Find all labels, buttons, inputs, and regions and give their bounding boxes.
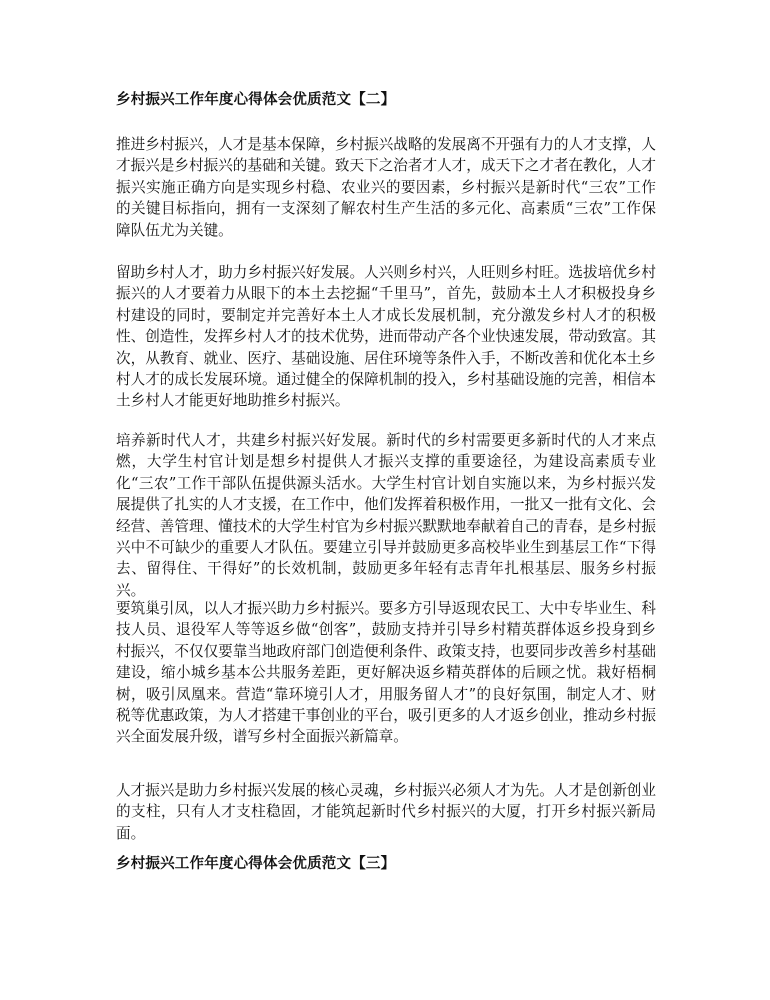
- paragraph-conclusion: 人才振兴是助力乡村振兴发展的核心灵魂，乡村振兴必须人才为先。人才是创新创业的支柱，只有人才支柱稳固，才能筑起新时代乡村振兴的大厦，打开乡村振兴新局面。: [116, 782, 656, 842]
- paragraph-retain-local-talent: 留助乡村人才，助力乡村振兴好发展。人兴则乡村兴，人旺则乡村旺。选拔培优乡村振兴的人才要着力从眼下的本土去挖掘“千里马”，首先，鼓励本土人才积极投身乡村建设的同时，要制定并完善好本土人才成长发展机制，充分激发乡村人才的积极性、创造性，发挥乡村人才的技术优势，进而带动产各个业快速发展，带动致富。其次，从教育、就业、医疗、基础设施、居住环境等条件入手，不断改善和优化本土乡村人才的成长发展环境。通过健全的保障机制的投入，乡村基础设施的完善，相信本土乡村人才能更好地助推乡村振兴。: [116, 264, 656, 410]
- paragraph-attract-talent: 要筑巢引凤，以人才振兴助力乡村振兴。要多方引导返现农民工、大中专毕业生、科技人员、退役军人等等返乡做“创客”，鼓励支持并引导乡村精英群体返乡投身到乡村振兴，不仅仅要靠当地政府部门创造便利条件、政策支持，也要同步改善乡村基础建设，缩小城乡基本公共服务差距，更好解决返乡精英群体的后顾之忧。栽好梧桐树，吸引凤凰来。营造“靠环境引人才，用服务留人才”的良好氛围，制定人才、财税等优惠政策，为人才搭建干事创业的平台，吸引更多的人才返乡创业，推动乡村振兴全面发展升级，谱写乡村全面振兴新篇章。: [116, 600, 656, 746]
- section-heading-three: 乡村振兴工作年度心得体会优质范文【三】: [116, 855, 396, 872]
- paragraph-talent-guarantee: 推进乡村振兴，人才是基本保障，乡村振兴战略的发展离不开强有力的人才支撑，人才振兴是乡村振兴的基础和关键。致天下之治者才人才，成天下之才者在教化，人才振兴实施正确方向是实现乡村稳、农业兴的要因素，乡村振兴是新时代“三农”工作的关键目标指向，拥有一支深刻了解农村生产生活的多元化、高素质“三农”工作保障队伍尤为关键。: [116, 136, 656, 239]
- paragraph-cultivate-new-talent: 培养新时代人才，共建乡村振兴好发展。新时代的乡村需要更多新时代的人才来点燃，大学生村官计划是想乡村提供人才振兴支撑的重要途径，为建设高素质专业化“三农”工作干部队伍提供源头活水。大学生村官计划自实施以来，为乡村振兴发展提供了扎实的人才支援，在工作中，他们发挥着积极作用，一批又一批有文化、会经营、善管理、懂技术的大学生村官为乡村振兴默默地奉献着自己的青春，是乡村振兴中不可缺少的重要人才队伍。要建立引导并鼓励更多高校毕业生到基层工作“下得去、留得住、干得好”的长效机制，鼓励更多年轻有志青年扎根基层、服务乡村振兴。: [116, 432, 656, 599]
- section-heading-two: 乡村振兴工作年度心得体会优质范文【二】: [116, 91, 396, 108]
